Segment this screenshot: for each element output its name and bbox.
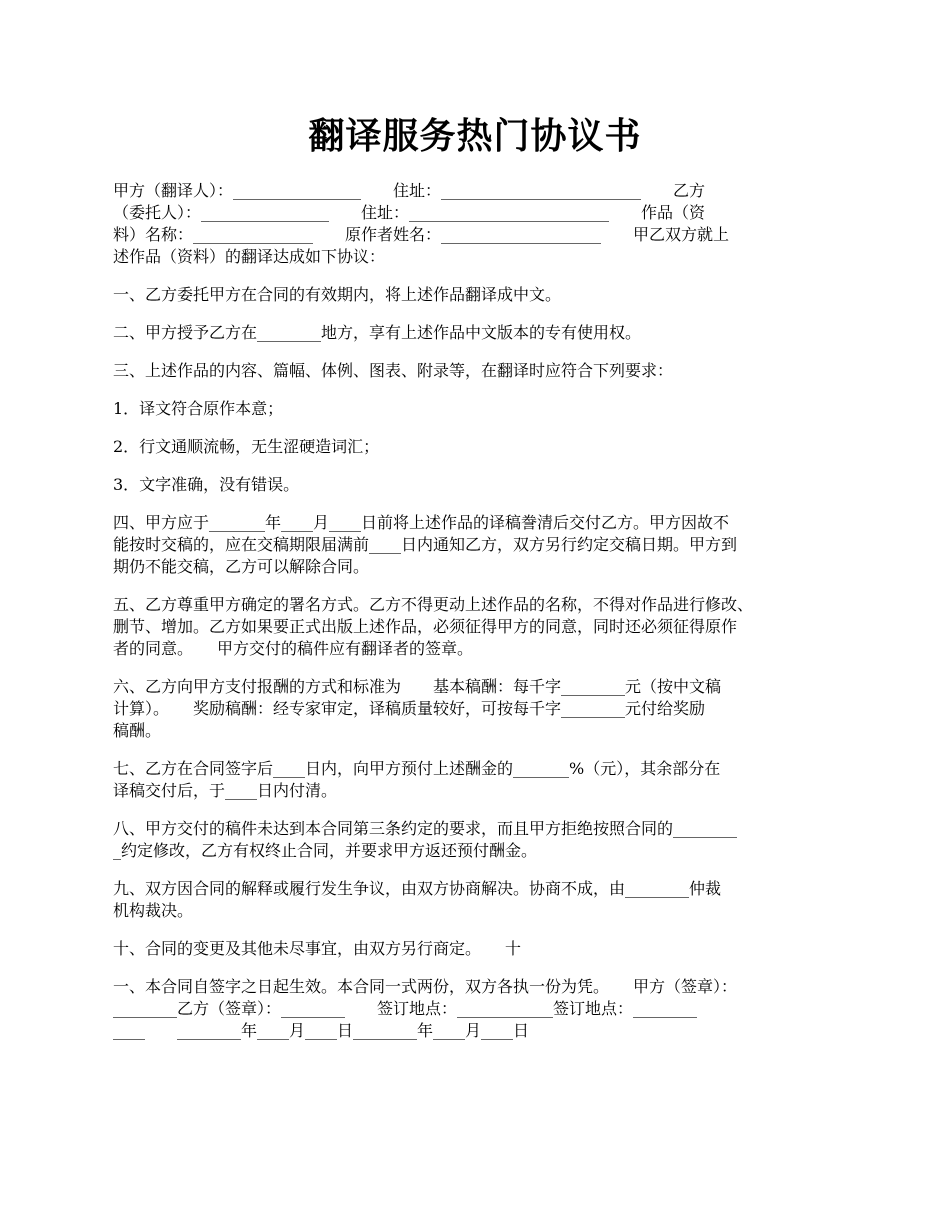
clause-line: 三、上述作品的内容、篇幅、体例、图表、附录等，在翻译时应符合下列要求： <box>113 361 674 380</box>
clause-line: 能按时交稿的，应在交稿期限届满前____日内通知乙方，双方另行约定交稿日期。甲方到 <box>113 535 738 554</box>
clause-line: 稿酬。 <box>113 721 162 740</box>
requirement-1 <box>113 398 841 420</box>
clause-line: _约定修改，乙方有权终止合同，并要求甲方返还预付酬金。 <box>113 841 538 860</box>
clause-11-signatures <box>113 976 841 1042</box>
intro-line: 甲方（翻译人）：________________ 住址：_________________________ 乙方 <box>113 181 706 200</box>
requirement-3 <box>113 474 841 496</box>
clause-4 <box>113 512 841 578</box>
clause-line: 七、乙方在合同签字后____日内，向甲方预付上述酬金的_______%（元），其余部分在 <box>113 759 721 778</box>
clause-line: 一、乙方委托甲方在合同的有效期内，将上述作品翻译成中文。 <box>113 285 562 304</box>
date-line: ____ ________年____月____日________年____月____日 <box>113 1021 530 1040</box>
clause-3 <box>113 360 841 382</box>
clause-line: 1．译文符合原作本意； <box>113 399 284 418</box>
clause-1 <box>113 284 841 306</box>
clause-line: 3．文字准确，没有错误。 <box>113 475 300 494</box>
intro-line: （委托人）：________________ 住址：_________________________ 作品（资 <box>113 203 706 222</box>
clause-5 <box>113 594 841 660</box>
clause-line: 二、甲方授予乙方在________地方，享有上述作品中文版本的专有使用权。 <box>113 323 642 342</box>
clause-line: 2．行文通顺流畅，无生涩硬造词汇； <box>113 437 380 456</box>
clause-line: 机构裁决。 <box>113 901 194 920</box>
clause-line: 五、乙方尊重甲方确定的署名方式。乙方不得更动上述作品的名称，不得对作品进行修改、 <box>113 595 754 614</box>
clause-9 <box>113 878 841 922</box>
requirement-2 <box>113 436 841 458</box>
clause-line: 删节、增加。乙方如果要正式出版上述作品，必须征得甲方的同意，同时还必须征得原作 <box>113 617 738 636</box>
clause-line: 计算）。 奖励稿酬：经专家审定，译稿质量较好，可按每千字________元付给奖励 <box>113 699 706 718</box>
clause-line: 十、合同的变更及其他未尽事宜，由双方另行商定。 十 <box>113 939 522 958</box>
intro-paragraph <box>113 180 841 268</box>
clause-2 <box>113 322 841 344</box>
clause-line: 一、本合同自签字之日起生效。本合同一式两份，双方各执一份为凭。 甲方（签章）： <box>113 977 738 996</box>
clause-line: 六、乙方向甲方支付报酬的方式和标准为 基本稿酬：每千字________元（按中文稿 <box>113 677 722 696</box>
document-body <box>113 180 841 1042</box>
clause-line: 期仍不能交稿，乙方可以解除合同。 <box>113 557 370 576</box>
clause-line: 九、双方因合同的解释或履行发生争议，由双方协商解决。协商不成，由________仲裁 <box>113 879 722 898</box>
signature-line: ________乙方（签章）：________ 签订地点：____________签订地点：________ <box>113 999 698 1018</box>
clause-line: 八、甲方交付的稿件未达到本合同第三条约定的要求，而且甲方拒绝按照合同的________ <box>113 819 738 838</box>
clause-7 <box>113 758 841 802</box>
clause-8 <box>113 818 841 862</box>
clause-10 <box>113 938 841 960</box>
document-title: 翻译服务热门协议书 <box>308 115 642 157</box>
clause-line: 者的同意。 甲方交付的稿件应有翻译者的签章。 <box>113 639 474 658</box>
clause-line: 译稿交付后，于____日内付清。 <box>113 781 338 800</box>
clause-6 <box>113 676 841 742</box>
intro-line: 述作品（资料）的翻译达成如下协议： <box>113 247 386 266</box>
intro-line: 料）名称：_______________ 原作者姓名：____________________ 甲乙双方就上 <box>113 225 730 244</box>
clause-line: 四、甲方应于_______年____月____日前将上述作品的译稿誊清后交付乙方。甲方因故不 <box>113 513 730 532</box>
